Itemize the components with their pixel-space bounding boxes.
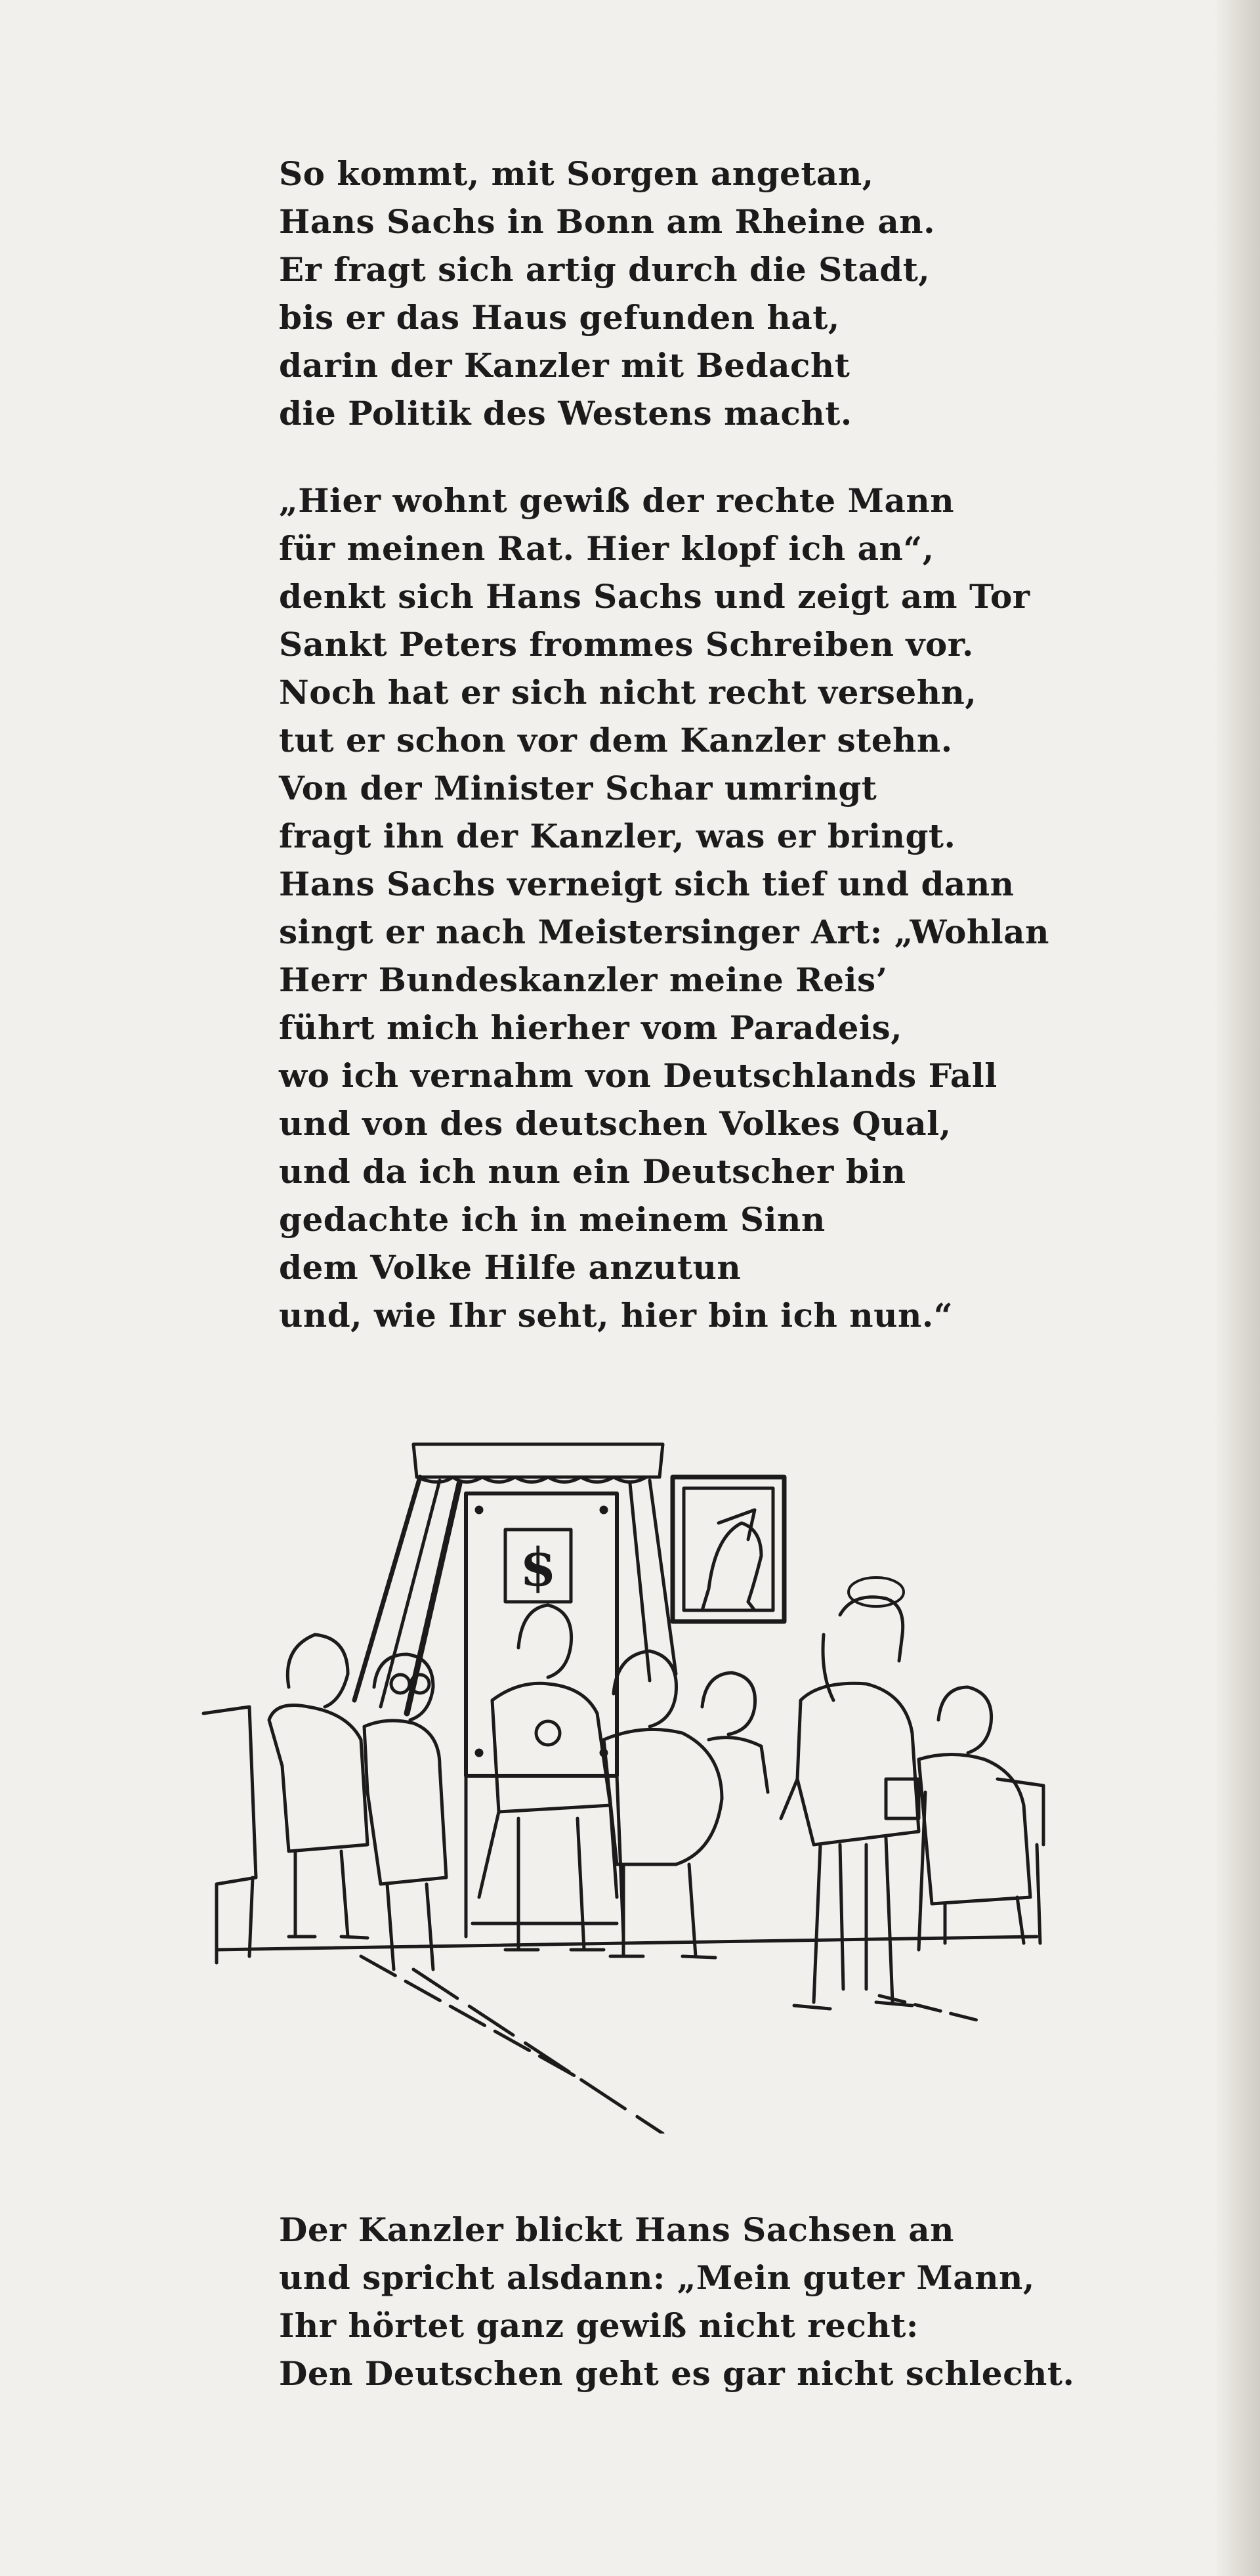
verse-line: denkt sich Hans Sachs und zeigt am Tor	[279, 577, 1030, 616]
verse-line: führt mich hierher vom Paradeis,	[279, 1008, 903, 1047]
verse-line: Den Deutschen geht es gar nicht schlecht.	[279, 2354, 1075, 2393]
verse-line: die Politik des Westens macht.	[279, 394, 852, 433]
verse-line: Herr Bundeskanzler meine Reis’	[279, 960, 888, 999]
verse-line: Von der Minister Schar umringt	[279, 769, 877, 807]
figure-bald	[702, 1673, 768, 1792]
floor-lines	[217, 1937, 1037, 2134]
verse-line: So kommt, mit Sorgen angetan,	[279, 154, 874, 193]
figure-glasses	[364, 1654, 446, 1969]
page-edge-shadow	[1214, 0, 1260, 2576]
verse-line: wo ich vernahm von Deutschlands Fall	[279, 1056, 998, 1095]
figure-left	[203, 1635, 368, 1963]
stanza-3	[279, 2206, 1074, 2397]
verse-line: Noch hat er sich nicht recht versehn,	[279, 673, 977, 712]
verse-line: und da ich nun ein Deutscher bin	[279, 1152, 906, 1191]
verse-line: Er fragt sich artig durch die Stadt,	[279, 250, 931, 289]
throne-canopy	[354, 1444, 676, 1776]
cartoon-illustration	[190, 1425, 1050, 2134]
verse-line: und spricht alsdann: „Mein guter Mann,	[279, 2258, 1035, 2297]
verse-line: fragt ihn der Kanzler, was er bringt.	[279, 817, 956, 855]
verse-line: Ihr hörtet ganz gewiß nicht recht:	[279, 2306, 919, 2345]
verse-line: und von des deutschen Volkes Qual,	[279, 1104, 952, 1143]
verse-line: Hans Sachs verneigt sich tief und dann	[279, 865, 1015, 903]
stanza-1	[279, 150, 935, 437]
verse-line: singt er nach Meistersinger Art: „Wohlan	[279, 912, 1049, 951]
verse-line: Hans Sachs in Bonn am Rheine an.	[279, 202, 936, 241]
verse-line: dem Volke Hilfe anzutun	[279, 1248, 742, 1287]
figure-right-seated	[919, 1687, 1043, 1943]
verse-line: darin der Kanzler mit Bedacht	[279, 346, 850, 385]
hans-sachs-figure	[781, 1578, 919, 2009]
verse-line: gedachte ich in meinem Sinn	[279, 1200, 826, 1239]
verse-line: Sankt Peters frommes Schreiben vor.	[279, 625, 974, 664]
stanza-2	[279, 477, 1049, 1339]
verse-line: tut er schon vor dem Kanzler stehn.	[279, 721, 953, 760]
framed-portrait	[673, 1477, 784, 1621]
verse-line: „Hier wohnt gewiß der rechte Mann	[279, 481, 955, 520]
verse-line: bis er das Haus gefunden hat,	[279, 298, 840, 337]
verse-line: Der Kanzler blickt Hans Sachsen an	[279, 2210, 954, 2249]
chair-outlines	[466, 1776, 1040, 1950]
verse-line: für meinen Rat. Hier klopf ich an“,	[279, 529, 934, 568]
throne-emblem: $	[520, 1536, 556, 1598]
verse-line: und, wie Ihr seht, hier bin ich nun.“	[279, 1296, 953, 1335]
